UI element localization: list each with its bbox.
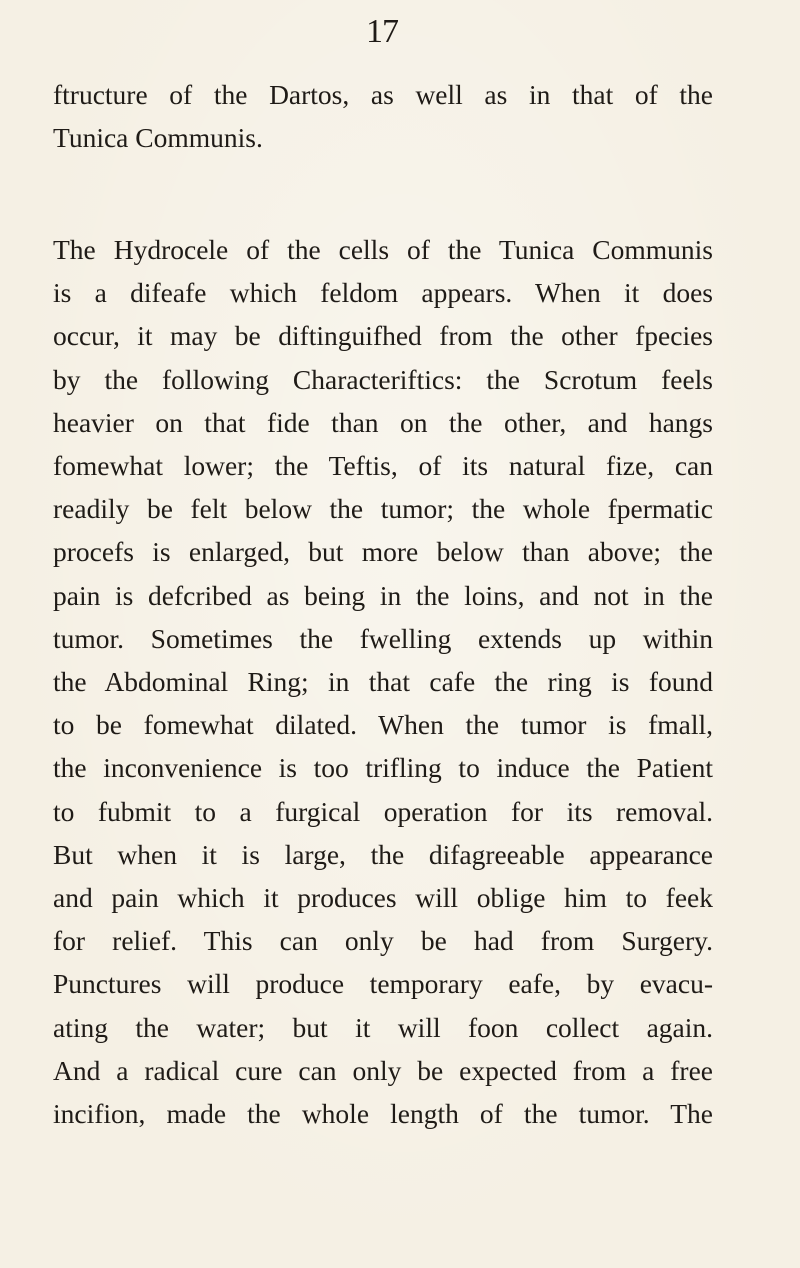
text-line: tumor. Sometimes the fwelling extends up within <box>53 622 713 654</box>
page-number: 17 <box>366 13 398 50</box>
text-line: Tunica Communis. <box>53 122 263 154</box>
text-line: readily be felt below the tumor; the whole fpermatic <box>53 493 713 525</box>
text-line: incifion, made the whole length of the tumor. The <box>53 1098 713 1130</box>
text-line: for relief. This can only be had from Surgery. <box>53 925 713 957</box>
text-line: heavier on that fide than on the other, and hangs <box>53 406 713 438</box>
text-line: But when it is large, the difagreeable appearance <box>53 838 713 870</box>
paragraph-hydrocele <box>53 228 713 1135</box>
text-line: the inconvenience is too trifling to induce the Patient <box>53 752 713 784</box>
text-line: occur, it may be diftinguifhed from the other fpecies <box>53 320 713 352</box>
text-line: The Hydrocele of the cells of the Tunica Communis <box>53 234 713 265</box>
text-line: fomewhat lower; the Teftis, of its natural fize, can <box>53 450 713 482</box>
text-line: is a difeafe which feldom appears. When it does <box>53 277 713 309</box>
text-line: and pain which it produces will oblige him to feek <box>53 882 713 914</box>
text-line: ating the water; but it will foon collect again. <box>53 1011 713 1043</box>
text-line: to fubmit to a furgical operation for its removal. <box>53 795 713 827</box>
text-line: to be fomewhat dilated. When the tumor is fmall, <box>53 709 713 741</box>
text-line: procefs is enlarged, but more below than above; the <box>53 536 713 568</box>
text-line: And a radical cure can only be expected from a free <box>53 1054 713 1086</box>
paragraph-continuation <box>53 73 713 159</box>
text-line: the Abdominal Ring; in that cafe the ring is found <box>53 666 713 698</box>
text-line: Punctures will produce temporary eafe, by evacu- <box>53 968 713 1000</box>
text-line: ftructure of the Dartos, as well as in that of the <box>53 79 713 110</box>
text-line: pain is defcribed as being in the loins, and not in the <box>53 579 713 611</box>
text-line: by the following Characteriftics: the Scrotum feels <box>53 363 713 395</box>
